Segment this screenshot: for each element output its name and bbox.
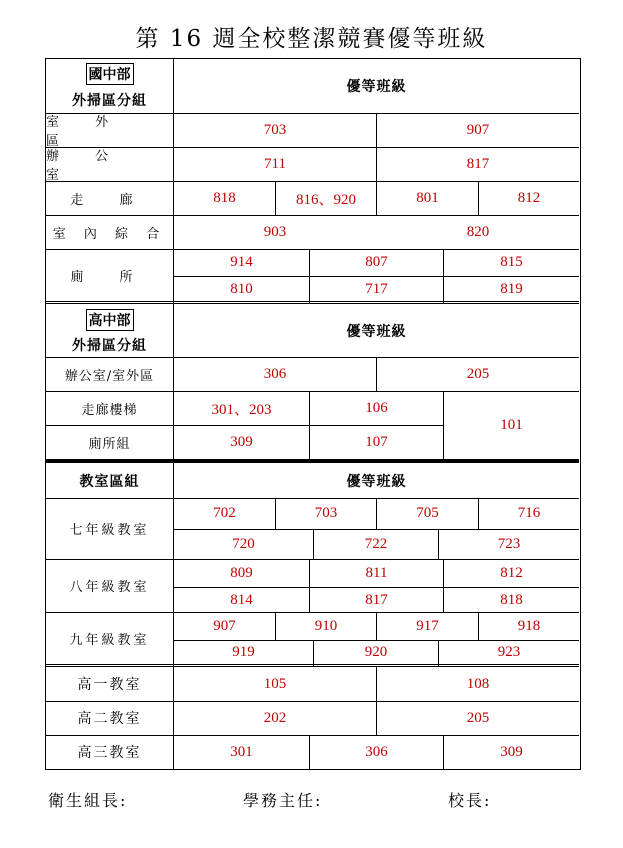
class-number: 723 <box>497 536 521 552</box>
class-number: 819 <box>500 280 523 297</box>
class-number: 717 <box>365 280 388 297</box>
class-number: 711 <box>264 155 286 172</box>
row-label: 辦公室/室外區 <box>64 368 155 384</box>
row-label: 七年級教室 <box>69 523 150 538</box>
class-number: 107 <box>365 433 388 450</box>
class-number: 907 <box>466 121 490 138</box>
class-number: 309 <box>230 433 253 450</box>
class-number: 820 <box>466 223 490 240</box>
class-number: 818 <box>213 189 236 206</box>
row-label: 室 外 區 <box>46 115 125 149</box>
class-number: 306 <box>365 743 388 760</box>
class-number: 702 <box>213 505 236 521</box>
class-number: 920 <box>364 644 388 660</box>
class-number: 301、203 <box>211 401 272 418</box>
row-label: 廁所組 <box>88 436 131 452</box>
class-number: 309 <box>500 743 523 760</box>
row-label: 室 內 綜 合 <box>52 226 167 242</box>
class-number: 705 <box>416 505 439 521</box>
column-header: 優等班級 <box>346 473 407 490</box>
class-number: 306 <box>263 365 287 382</box>
class-number: 817 <box>466 155 490 172</box>
row-label: 八年級教室 <box>69 580 150 595</box>
group-label: 外掃區分組 <box>72 338 147 354</box>
class-number: 720 <box>232 536 255 552</box>
class-number: 914 <box>230 254 253 270</box>
row-label: 走廊樓梯 <box>81 402 138 418</box>
class-number: 919 <box>232 644 255 660</box>
class-number: 907 <box>213 617 236 634</box>
class-number: 918 <box>517 617 541 634</box>
column-header: 優等班級 <box>346 79 407 95</box>
class-number: 810 <box>230 280 253 297</box>
row-label: 走 廊 <box>70 192 149 208</box>
class-number: 923 <box>497 644 521 660</box>
class-number: 301 <box>230 743 253 760</box>
class-number: 703 <box>314 505 338 521</box>
class-number: 105 <box>263 675 287 692</box>
class-number: 812 <box>517 189 541 206</box>
principal-signature: 校長: <box>448 791 492 810</box>
page-title: 第 16 週全校整潔競賽優等班級 <box>135 26 488 52</box>
row-label: 九年級教室 <box>69 632 150 648</box>
class-number: 106 <box>365 399 388 416</box>
class-number: 716 <box>517 505 541 521</box>
award-table <box>45 58 581 770</box>
class-number: 910 <box>314 617 338 634</box>
row-label: 高三教室 <box>77 745 142 761</box>
row-label: 高一教室 <box>77 677 142 693</box>
class-number: 818 <box>500 591 523 608</box>
column-header: 優等班級 <box>346 323 407 340</box>
class-number: 816、920 <box>295 191 356 208</box>
class-number: 108 <box>466 675 490 692</box>
academic-director-signature: 學務主任: <box>243 791 323 810</box>
class-number: 812 <box>500 564 523 581</box>
class-number: 722 <box>364 536 388 552</box>
group-label: 教室區組 <box>79 473 140 490</box>
class-number: 807 <box>365 254 388 270</box>
class-number: 205 <box>466 709 490 726</box>
class-number: 815 <box>500 254 523 270</box>
health-leader-signature: 衛生組長: <box>48 791 128 810</box>
class-number: 811 <box>365 564 388 581</box>
division-label: 國中部 <box>46 61 173 87</box>
class-number: 809 <box>230 564 253 581</box>
class-number: 202 <box>263 709 287 726</box>
class-number: 205 <box>466 365 490 382</box>
row-label: 廁 所 <box>70 269 149 285</box>
row-label: 高二教室 <box>77 711 142 727</box>
class-number: 703 <box>263 121 287 138</box>
class-number-merged: 101 <box>500 416 523 433</box>
row-label: 辦 公 室 <box>46 149 125 183</box>
class-number: 817 <box>365 591 388 608</box>
division-label: 高中部 <box>46 307 173 333</box>
class-number: 903 <box>263 223 287 240</box>
class-number: 917 <box>416 617 439 634</box>
group-label: 外掃區分組 <box>72 93 147 109</box>
class-number: 814 <box>230 591 253 608</box>
class-number: 801 <box>416 189 439 206</box>
